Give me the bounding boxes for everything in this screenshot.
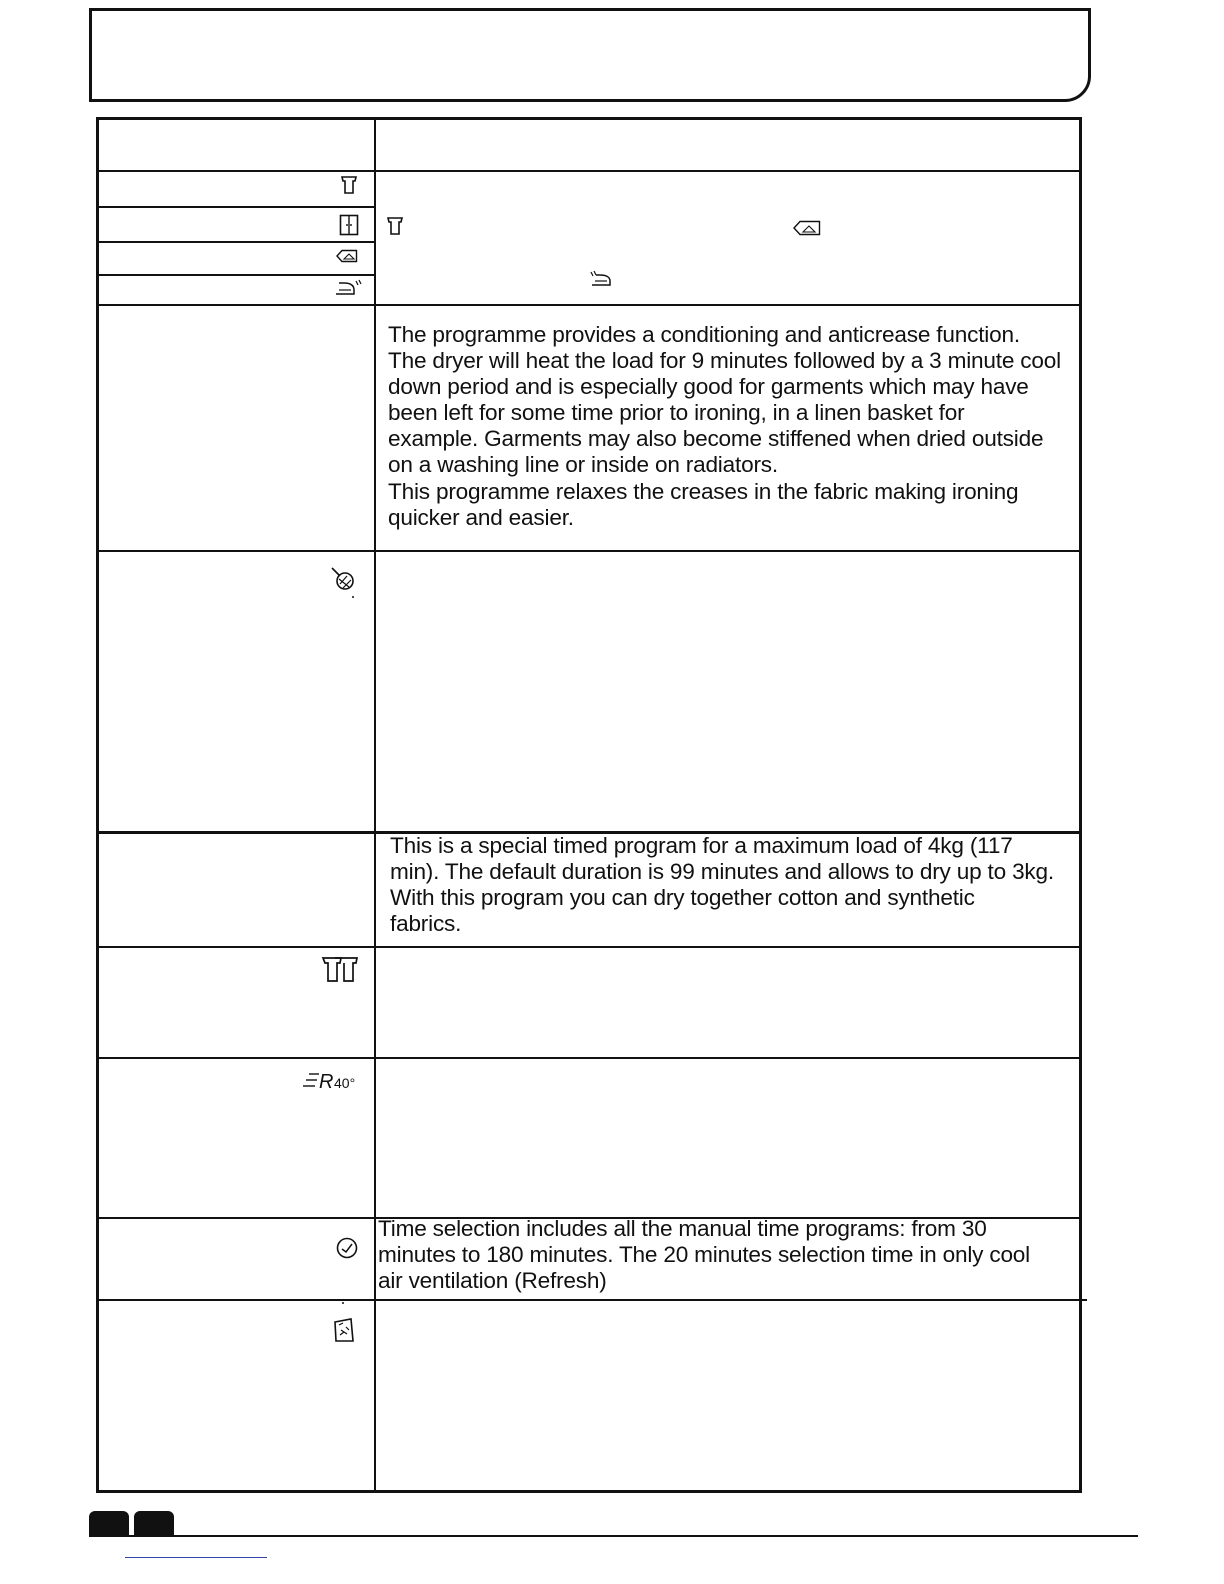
page-header-frame: [89, 8, 1091, 102]
cupboard-icon: [339, 214, 359, 236]
delicate-bag-icon: [331, 1316, 357, 1344]
text-line: fabrics.: [390, 911, 462, 937]
row-rule: [99, 241, 376, 243]
text-line: min). The default duration is 99 minutes and allows to dry up to 3kg.: [390, 859, 1054, 885]
text-line: This programme relaxes the creases in the fabric making ironing: [388, 478, 1019, 504]
text-line: example. Garments may also become stiffened when dried outside: [388, 426, 1044, 452]
table-header-rule: [99, 170, 1079, 172]
text-line: Time selection includes all the manual time programs: from 30: [378, 1216, 987, 1241]
iron-icon: [589, 270, 613, 293]
page-number-tab: [134, 1511, 174, 1537]
text-line: The dryer will heat the load for 9 minutes followed by a 3 minute cool: [388, 348, 1061, 374]
column-divider: [374, 120, 376, 1490]
row-rule: [99, 946, 1079, 948]
mixed-program-description: [390, 833, 1064, 937]
clock-icon: [335, 1236, 359, 1260]
text-line: quicker and easier.: [388, 504, 574, 530]
text-line: on a washing line or inside on radiators.: [388, 452, 778, 478]
row-rule: [99, 206, 376, 208]
svg-text:R: R: [319, 1071, 334, 1092]
text-line: The programme provides a conditioning and anticrease function.: [388, 322, 1020, 347]
page-number-tab: [89, 1511, 129, 1537]
text-line: been left for some time prior to ironing, in a linen basket for: [388, 400, 965, 426]
anticrease-paragraph-1: [388, 322, 1066, 479]
row-rule: [99, 1057, 1079, 1059]
cotton-shirt-icon: [339, 175, 359, 195]
mixed-paragraph: [390, 833, 1064, 937]
hanger-icon: [336, 249, 358, 263]
svg-text:40°: 40°: [334, 1075, 356, 1091]
text-line: down period and is especially good for garments which may have: [388, 374, 1029, 400]
iron-icon: [334, 278, 362, 298]
decorative-dot: [342, 1302, 344, 1304]
time-paragraph: [378, 1216, 1050, 1294]
text-line: air ventilation (Refresh): [378, 1268, 607, 1294]
anticrease-paragraph-2: [388, 479, 1066, 531]
row-rule: [99, 1299, 1087, 1301]
wool-yarn-icon: [330, 566, 358, 594]
cotton-shirt-icon: [385, 216, 405, 241]
hanger-icon: [793, 220, 821, 241]
row-rule: [99, 304, 1079, 306]
row-rule: [99, 274, 376, 276]
footer-link-underline: [125, 1557, 267, 1558]
decorative-dot: [352, 596, 354, 598]
rapid-40-icon: [303, 1068, 359, 1092]
text-line: With this program you can dry together cotton and synthetic: [390, 885, 975, 911]
shirts-icon: [321, 955, 359, 983]
time-selection-description: [378, 1216, 1050, 1294]
footer-rule: [89, 1535, 1138, 1537]
text-line: This is a special timed program for a maximum load of 4kg (117: [390, 833, 1013, 858]
anticrease-description: [388, 322, 1066, 531]
text-line: minutes to 180 minutes. The 20 minutes selection time in only cool: [378, 1242, 1030, 1268]
row-rule: [99, 550, 1079, 552]
